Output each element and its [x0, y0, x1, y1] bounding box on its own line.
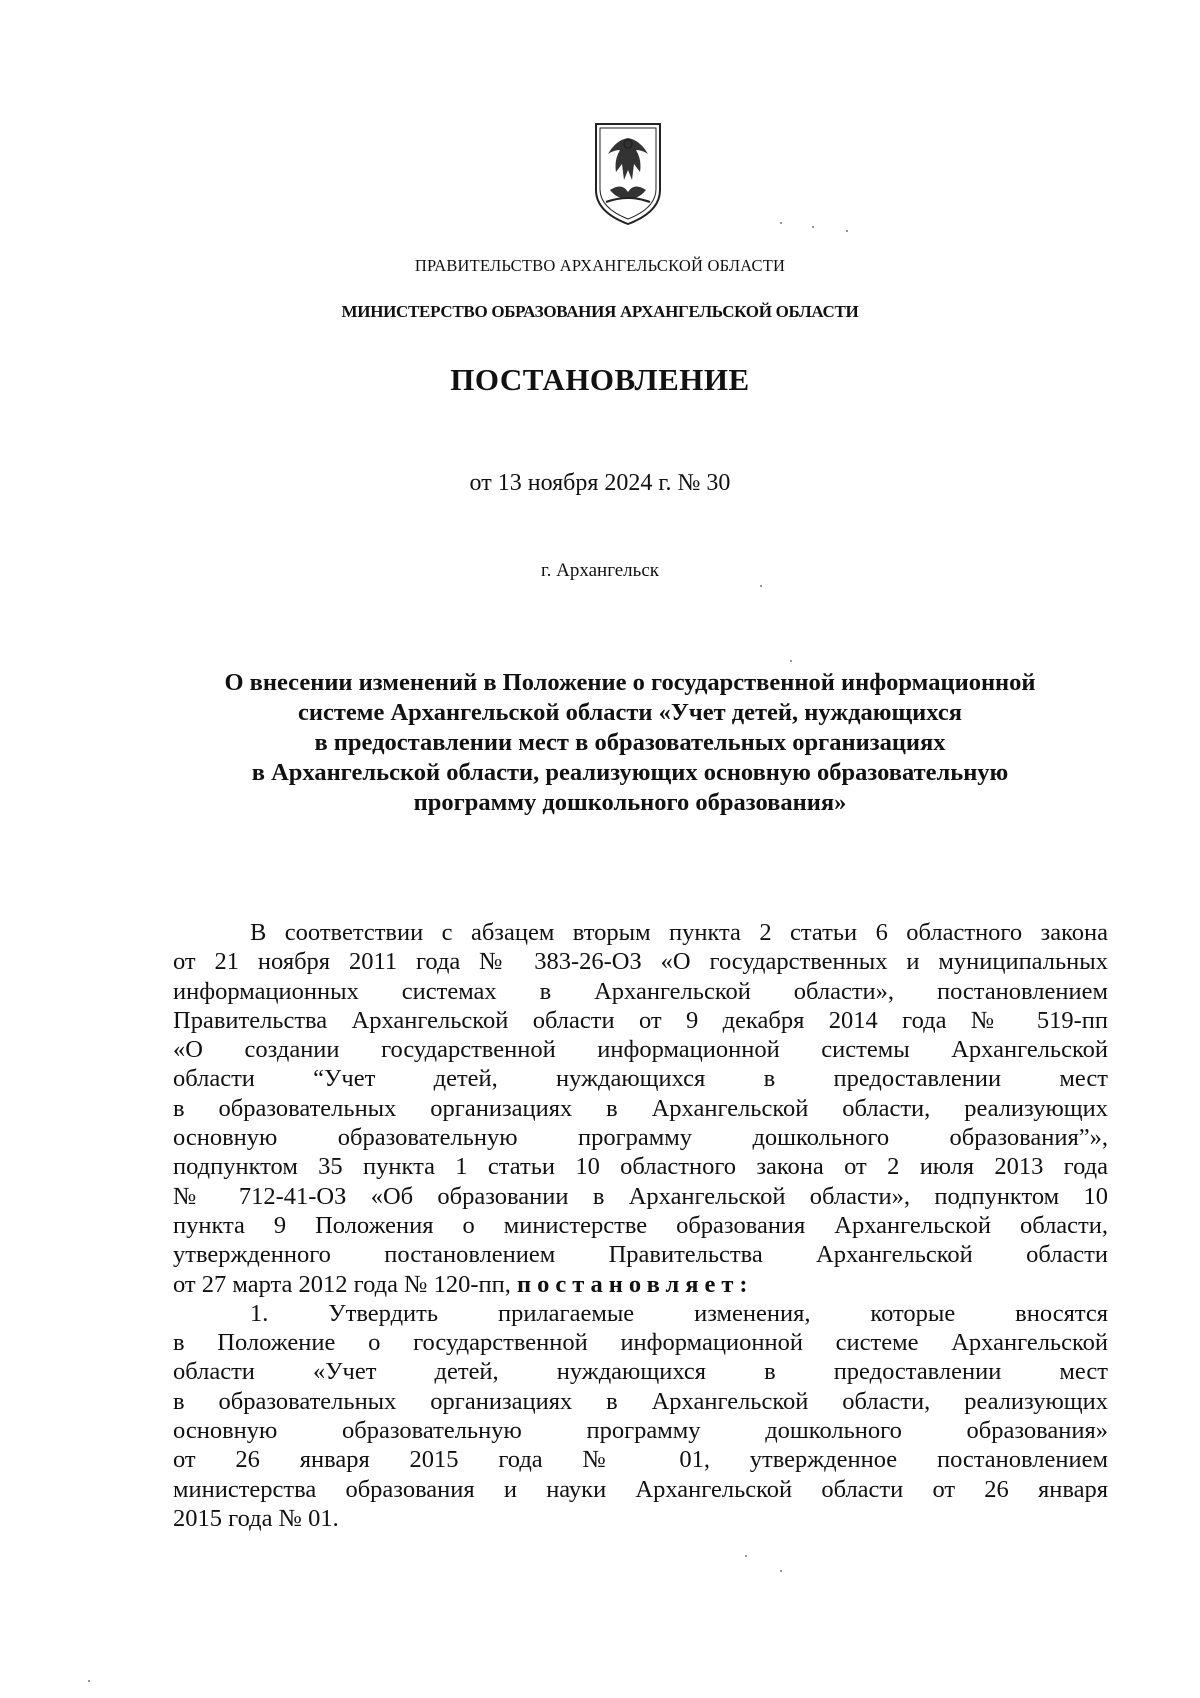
title-line: в предоставлении мест в образовательных организациях	[314, 729, 946, 756]
item-1-last-line: 2015 года № 01.	[173, 1504, 339, 1532]
item-1-line: от 26 января 2015 года № 01, утвержденное постановлением	[173, 1446, 1108, 1474]
preamble-line: «О создании государственной информационной системы Архангельской	[173, 1036, 1108, 1064]
document-city: г. Архангельск	[540, 560, 659, 581]
preamble-line: утвержденного постановлением Правительства Архангельской области	[173, 1241, 1108, 1269]
preamble-line: в образовательных организациях в Архангельской области, реализующих	[173, 1094, 1108, 1122]
item-1-line: 1. Утвердить прилагаемые изменения, которые вносятся	[250, 1299, 1108, 1327]
preamble-line: пункта 9 Положения о министерстве образования Архангельской области,	[173, 1211, 1108, 1239]
document-type-heading: ПОСТАНОВЛЕНИЕ	[450, 362, 750, 397]
preamble-last-text: от 27 марта 2012 года № 120-пп,	[173, 1270, 517, 1298]
item-1-line: министерства образования и науки Архангельской области от 26 января	[173, 1475, 1108, 1503]
scan-speck	[846, 230, 848, 232]
resolves-word: постановляет:	[516, 1270, 754, 1298]
preamble-line: основную образовательную программу дошкольного образования”»,	[173, 1124, 1108, 1152]
scan-speck	[790, 660, 792, 662]
scan-speck	[745, 1555, 747, 1557]
scan-speck	[780, 1570, 782, 1572]
preamble-line: Правительства Архангельской области от 9 декабря 2014 года № 519-пп	[173, 1006, 1108, 1034]
preamble-line: № 712-41-ОЗ «Об образовании в Архангельской области», подпунктом 10	[173, 1182, 1108, 1210]
preamble-line: от 21 ноября 2011 года № 383-26-ОЗ «О государственных и муниципальных	[173, 948, 1108, 976]
item-1-line: в Положение о государственной информационной системе Архангельской	[173, 1329, 1108, 1357]
scan-speck	[812, 226, 814, 228]
document-date-number: от 13 ноября 2024 г. № 30	[469, 470, 731, 496]
preamble-line: подпунктом 35 пункта 1 статьи 10 областного закона от 2 июля 2013 года	[173, 1153, 1108, 1181]
item-1-line: основную образовательную программу дошкольного образования»	[173, 1417, 1108, 1445]
title-line: программу дошкольного образования»	[413, 789, 847, 816]
preamble-line: области “Учет детей, нуждающихся в предоставлении мест	[173, 1065, 1108, 1093]
preamble-line: информационных системах в Архангельской области», постановлением	[173, 977, 1108, 1005]
coat-of-arms-emblem	[592, 120, 664, 228]
item-1-line: области «Учет детей, нуждающихся в предоставлении мест	[173, 1358, 1108, 1386]
ministry-name: МИНИСТЕРСТВО ОБРАЗОВАНИЯ АРХАНГЕЛЬСКОЙ ОБЛАСТИ	[341, 302, 859, 321]
preamble-last-line	[173, 1270, 1108, 1299]
title-line: системе Архангельской области «Учет детей, нуждающихся	[298, 699, 962, 726]
scan-speck	[760, 585, 762, 587]
title-line: в Архангельской области, реализующих основную образовательную	[251, 759, 1009, 786]
preamble-line: В соответствии с абзацем вторым пункта 2 статьи 6 областного закона	[250, 919, 1108, 946]
item-1-line: в образовательных организациях в Архангельской области, реализующих	[173, 1387, 1108, 1415]
scan-speck	[780, 222, 782, 224]
document-title	[160, 668, 1100, 818]
document-body	[173, 918, 1108, 1533]
title-line: О внесении изменений в Положение о государственной информационной	[224, 669, 1036, 696]
government-name: ПРАВИТЕЛЬСТВО АРХАНГЕЛЬСКОЙ ОБЛАСТИ	[414, 256, 786, 275]
scan-speck	[88, 1680, 90, 1682]
